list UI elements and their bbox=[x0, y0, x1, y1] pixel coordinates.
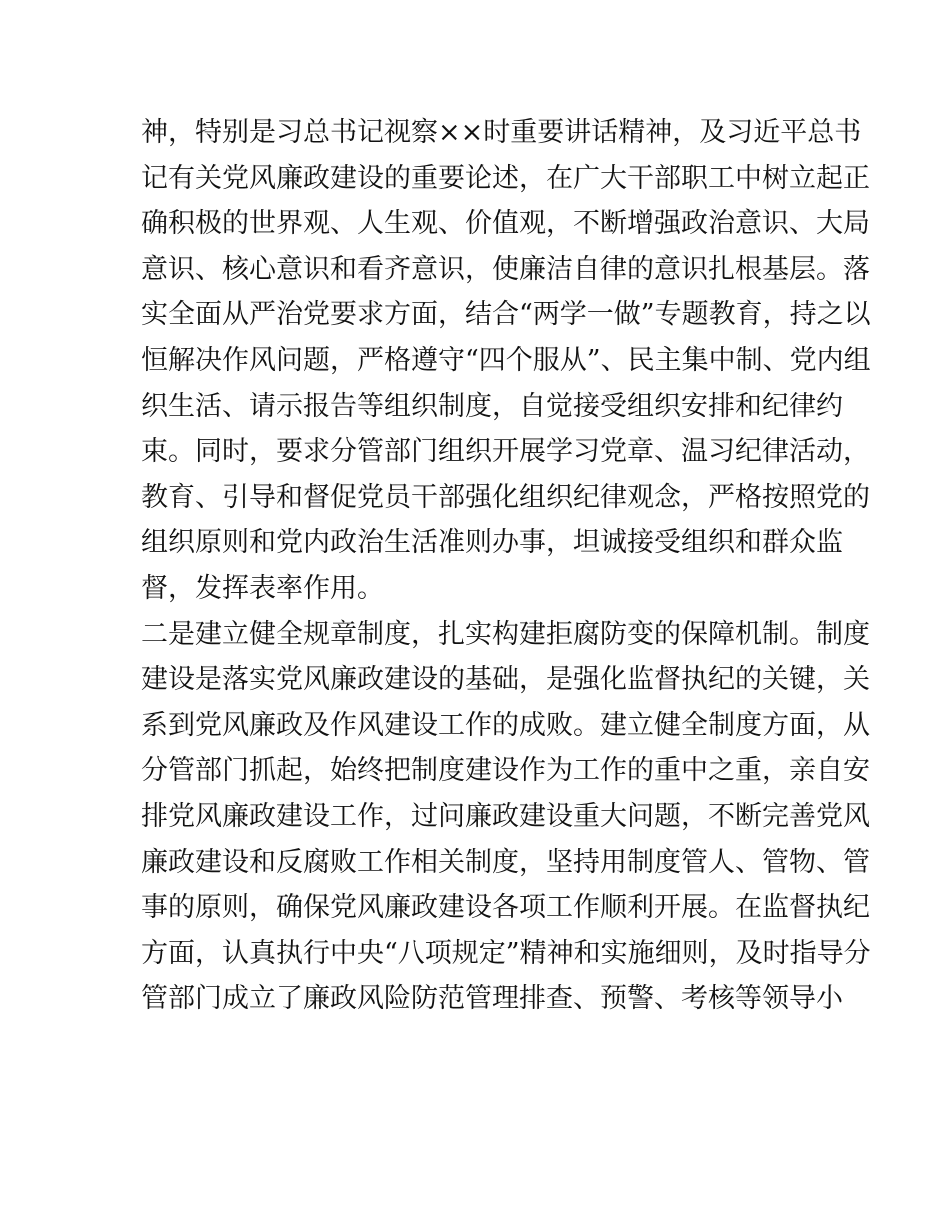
text-line: 建设是落实党风廉政建设的基础，是强化监督执纪的关键，关 bbox=[141, 664, 870, 696]
body-text bbox=[141, 110, 871, 1022]
text-line: 意识、核心意识和看齐意识，使廉洁自律的意识扎根基层。落 bbox=[141, 253, 870, 285]
text-line: 管部门成立了廉政风险防范管理排查、预警、考核等领导小 bbox=[141, 983, 843, 1015]
text-line: 实全面从严治党要求方面，结合“两学一做”专题教育，持之以 bbox=[141, 299, 871, 331]
text-line: 督，发挥表率作用。 bbox=[141, 572, 384, 604]
text-line: 神，特别是习总书记视察××时重要讲话精神，及习近平总书 bbox=[141, 117, 862, 148]
text-line: 教育、引导和督促党员干部强化组织纪律观念，严格按照党的 bbox=[141, 481, 870, 513]
text-line: 恒解决作风问题，严格遵守“四个服从”、民主集中制、党内组 bbox=[141, 344, 871, 376]
text-line: 廉政建设和反腐败工作相关制度，坚持用制度管人、管物、管 bbox=[141, 846, 870, 878]
text-line: 束。同时，要求分管部门组织开展学习党章、温习纪律活动， bbox=[141, 436, 870, 468]
text-line: 方面，认真执行中央“八项规定”精神和实施细则，及时指导分 bbox=[141, 937, 871, 969]
text-line: 事的原则，确保党风廉政建设各项工作顺利开展。在监督执纪 bbox=[141, 892, 870, 924]
text-line: 系到党风廉政及作风建设工作的成败。建立健全制度方面，从 bbox=[141, 709, 870, 741]
text-line: 二是建立健全规章制度，扎实构建拒腐防变的保障机制。制度 bbox=[141, 618, 870, 650]
text-line: 分管部门抓起，始终把制度建设作为工作的重中之重，亲自安 bbox=[141, 755, 870, 787]
text-line: 织生活、请示报告等组织制度，自觉接受组织安排和纪律约 bbox=[141, 390, 843, 422]
text-line: 确积极的世界观、人生观、价值观，不断增强政治意识、大局 bbox=[141, 208, 870, 240]
text-line: 组织原则和党内政治生活准则办事，坦诚接受组织和群众监 bbox=[141, 527, 843, 559]
text-line: 记有关党风廉政建设的重要论述，在广大干部职工中树立起正 bbox=[141, 162, 870, 194]
text-line: 排党风廉政建设工作，过问廉政建设重大问题，不断完善党风 bbox=[141, 800, 870, 832]
